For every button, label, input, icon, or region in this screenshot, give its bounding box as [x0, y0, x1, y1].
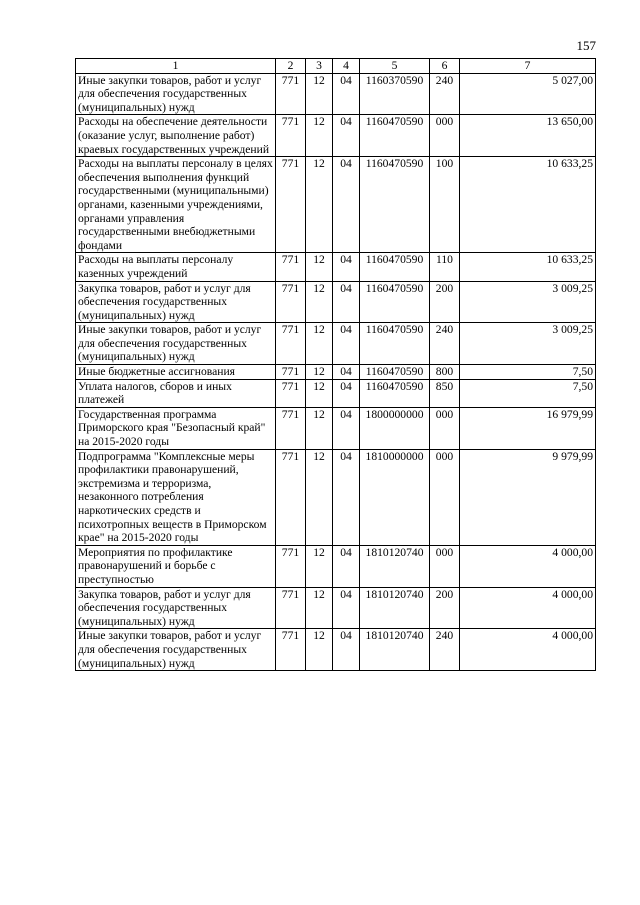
subsection-code-cell: 04 [333, 407, 360, 449]
ministry-code-cell: 771 [276, 73, 306, 115]
ministry-code-cell: 771 [276, 157, 306, 253]
expense-name-cell: Иные бюджетные ассигнования [76, 365, 276, 380]
table-row [76, 281, 596, 323]
column-header: 1 [76, 59, 276, 74]
column-header: 3 [306, 59, 333, 74]
column-header: 4 [333, 59, 360, 74]
subsection-code-cell: 04 [333, 253, 360, 281]
target-article-cell: 1160470590 [360, 323, 430, 365]
subsection-code-cell: 04 [333, 115, 360, 157]
amount-cell: 16 979,99 [460, 407, 596, 449]
ministry-code-cell: 771 [276, 449, 306, 545]
table-row [76, 253, 596, 281]
expense-type-cell: 200 [430, 281, 460, 323]
table-row [76, 587, 596, 629]
subsection-code-cell: 04 [333, 157, 360, 253]
expense-name-cell: Закупка товаров, работ и услуг для обеспечения государственных (муниципальных) нужд [76, 281, 276, 323]
expense-name-cell: Иные закупки товаров, работ и услуг для обеспечения государственных (муниципальных) нужд [76, 73, 276, 115]
column-header: 2 [276, 59, 306, 74]
section-code-cell: 12 [306, 379, 333, 407]
section-code-cell: 12 [306, 629, 333, 671]
expense-type-cell: 000 [430, 407, 460, 449]
expense-name-cell: Уплата налогов, сборов и иных платежей [76, 379, 276, 407]
expense-name-cell: Расходы на обеспечение деятельности (оказание услуг, выполнение работ) краевых государственных учреждений [76, 115, 276, 157]
subsection-code-cell: 04 [333, 629, 360, 671]
table-row [76, 449, 596, 545]
section-code-cell: 12 [306, 365, 333, 380]
page-number: 157 [576, 38, 596, 53]
amount-cell: 7,50 [460, 379, 596, 407]
expense-type-cell: 800 [430, 365, 460, 380]
expense-name-cell: Иные закупки товаров, работ и услуг для обеспечения государственных (муниципальных) нужд [76, 323, 276, 365]
column-header: 6 [430, 59, 460, 74]
expense-name-cell: Подпрограмма "Комплексные меры профилактики правонарушений, экстремизма и терроризма, незаконного потребления наркотических средств и психотропных веществ в Приморском крае" на 2015-2020 годы [76, 449, 276, 545]
target-article-cell: 1810000000 [360, 449, 430, 545]
expense-type-cell: 200 [430, 587, 460, 629]
section-code-cell: 12 [306, 157, 333, 253]
expense-type-cell: 100 [430, 157, 460, 253]
ministry-code-cell: 771 [276, 323, 306, 365]
table-row [76, 379, 596, 407]
target-article-cell: 1160470590 [360, 157, 430, 253]
subsection-code-cell: 04 [333, 449, 360, 545]
expense-name-cell: Государственная программа Приморского края "Безопасный край" на 2015-2020 годы [76, 407, 276, 449]
expense-type-cell: 240 [430, 323, 460, 365]
section-code-cell: 12 [306, 73, 333, 115]
ministry-code-cell: 771 [276, 629, 306, 671]
section-code-cell: 12 [306, 587, 333, 629]
target-article-cell: 1160470590 [360, 115, 430, 157]
amount-cell: 13 650,00 [460, 115, 596, 157]
subsection-code-cell: 04 [333, 587, 360, 629]
ministry-code-cell: 771 [276, 365, 306, 380]
table-row [76, 365, 596, 380]
budget-table [75, 58, 596, 671]
amount-cell: 10 633,25 [460, 157, 596, 253]
expense-type-cell: 240 [430, 629, 460, 671]
target-article-cell: 1810120740 [360, 587, 430, 629]
subsection-code-cell: 04 [333, 73, 360, 115]
amount-cell: 3 009,25 [460, 281, 596, 323]
expense-name-cell: Закупка товаров, работ и услуг для обеспечения государственных (муниципальных) нужд [76, 587, 276, 629]
ministry-code-cell: 771 [276, 587, 306, 629]
section-code-cell: 12 [306, 253, 333, 281]
section-code-cell: 12 [306, 115, 333, 157]
table-row [76, 545, 596, 587]
target-article-cell: 1160370590 [360, 73, 430, 115]
amount-cell: 3 009,25 [460, 323, 596, 365]
subsection-code-cell: 04 [333, 323, 360, 365]
ministry-code-cell: 771 [276, 407, 306, 449]
target-article-cell: 1160470590 [360, 253, 430, 281]
amount-cell: 4 000,00 [460, 629, 596, 671]
amount-cell: 10 633,25 [460, 253, 596, 281]
expense-name-cell: Расходы на выплаты персоналу в целях обеспечения выполнения функций государственными (муниципальными) органами, казенными учреждениями, органами управления государственными внебюджетными фондами [76, 157, 276, 253]
target-article-cell: 1800000000 [360, 407, 430, 449]
section-code-cell: 12 [306, 407, 333, 449]
expense-type-cell: 000 [430, 115, 460, 157]
column-header: 5 [360, 59, 430, 74]
ministry-code-cell: 771 [276, 115, 306, 157]
expense-type-cell: 240 [430, 73, 460, 115]
target-article-cell: 1160470590 [360, 365, 430, 380]
table-row [76, 157, 596, 253]
subsection-code-cell: 04 [333, 379, 360, 407]
target-article-cell: 1810120740 [360, 545, 430, 587]
amount-cell: 4 000,00 [460, 545, 596, 587]
table-body [76, 73, 596, 671]
subsection-code-cell: 04 [333, 545, 360, 587]
amount-cell: 9 979,99 [460, 449, 596, 545]
target-article-cell: 1160470590 [360, 379, 430, 407]
ministry-code-cell: 771 [276, 379, 306, 407]
expense-type-cell: 000 [430, 449, 460, 545]
table-row [76, 629, 596, 671]
amount-cell: 7,50 [460, 365, 596, 380]
table-row [76, 73, 596, 115]
header-row [76, 59, 596, 74]
expense-type-cell: 850 [430, 379, 460, 407]
section-code-cell: 12 [306, 545, 333, 587]
target-article-cell: 1160470590 [360, 281, 430, 323]
section-code-cell: 12 [306, 449, 333, 545]
expense-name-cell: Расходы на выплаты персоналу казенных учреждений [76, 253, 276, 281]
expense-name-cell: Мероприятия по профилактике правонарушений и борьбе с преступностью [76, 545, 276, 587]
table-row [76, 115, 596, 157]
ministry-code-cell: 771 [276, 545, 306, 587]
ministry-code-cell: 771 [276, 253, 306, 281]
target-article-cell: 1810120740 [360, 629, 430, 671]
column-header: 7 [460, 59, 596, 74]
section-code-cell: 12 [306, 281, 333, 323]
section-code-cell: 12 [306, 323, 333, 365]
subsection-code-cell: 04 [333, 365, 360, 380]
table-row [76, 407, 596, 449]
expense-name-cell: Иные закупки товаров, работ и услуг для обеспечения государственных (муниципальных) нужд [76, 629, 276, 671]
amount-cell: 5 027,00 [460, 73, 596, 115]
amount-cell: 4 000,00 [460, 587, 596, 629]
subsection-code-cell: 04 [333, 281, 360, 323]
ministry-code-cell: 771 [276, 281, 306, 323]
expense-type-cell: 000 [430, 545, 460, 587]
table-row [76, 323, 596, 365]
expense-type-cell: 110 [430, 253, 460, 281]
